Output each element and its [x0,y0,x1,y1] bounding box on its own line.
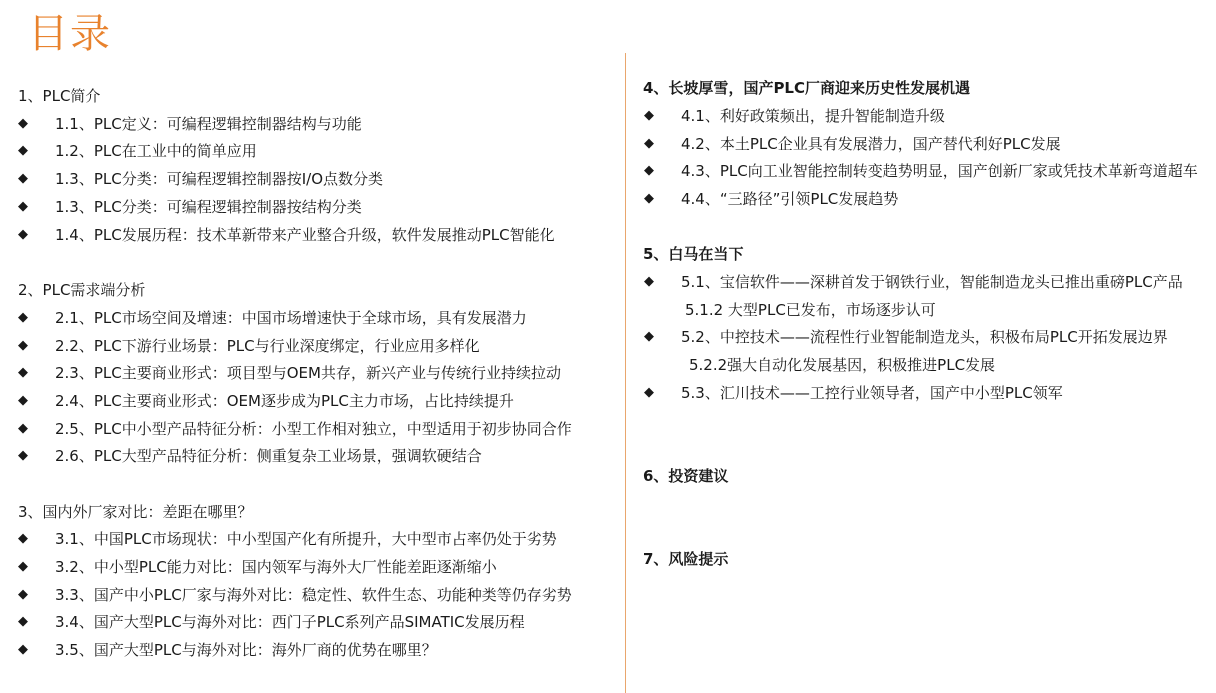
diamond-bullet-icon: ◆ [18,448,28,463]
diamond-bullet-icon: ◆ [18,559,28,574]
diamond-bullet-icon: ◆ [18,614,28,629]
column-divider [625,53,626,693]
section-2-heading: 2、PLC需求端分析 [18,281,146,299]
section-3-heading: 3、国内外厂家对比：差距在哪里？ [18,503,253,521]
page-title: 目录 [28,11,112,57]
diamond-bullet-icon: ◆ [644,329,654,344]
section-1-heading: 1、PLC简介 [18,87,101,105]
diamond-bullet-icon: ◆ [18,393,28,408]
diamond-bullet-icon: ◆ [18,365,28,380]
diamond-bullet-icon: ◆ [644,274,654,289]
toc-subitem-5-2-2[interactable]: 5.2.2强大自动化发展基因，积极推进PLC发展 [689,356,996,374]
section-7-heading[interactable]: 7、风险提示 [643,550,729,568]
diamond-bullet-icon: ◆ [18,171,28,186]
toc-subitem-5-1-2[interactable]: 5.1.2 大型PLC已发布，市场逐步认可 [685,301,936,319]
diamond-bullet-icon: ◆ [18,587,28,602]
diamond-bullet-icon: ◆ [18,143,28,158]
diamond-bullet-icon: ◆ [644,108,654,123]
diamond-bullet-icon: ◆ [18,116,28,131]
diamond-bullet-icon: ◆ [18,642,28,657]
diamond-bullet-icon: ◆ [644,385,654,400]
diamond-bullet-icon: ◆ [644,136,654,151]
diamond-bullet-icon: ◆ [644,163,654,178]
diamond-bullet-icon: ◆ [18,227,28,242]
diamond-bullet-icon: ◆ [18,199,28,214]
diamond-bullet-icon: ◆ [18,531,28,546]
diamond-bullet-icon: ◆ [18,310,28,325]
section-5-heading: 5、白马在当下 [643,245,744,263]
diamond-bullet-icon: ◆ [644,191,654,206]
diamond-bullet-icon: ◆ [18,421,28,436]
section-6-heading[interactable]: 6、投资建议 [643,467,729,485]
diamond-bullet-icon: ◆ [18,338,28,353]
section-4-heading: 4、长坡厚雪，国产PLC厂商迎来历史性发展机遇 [643,79,970,97]
